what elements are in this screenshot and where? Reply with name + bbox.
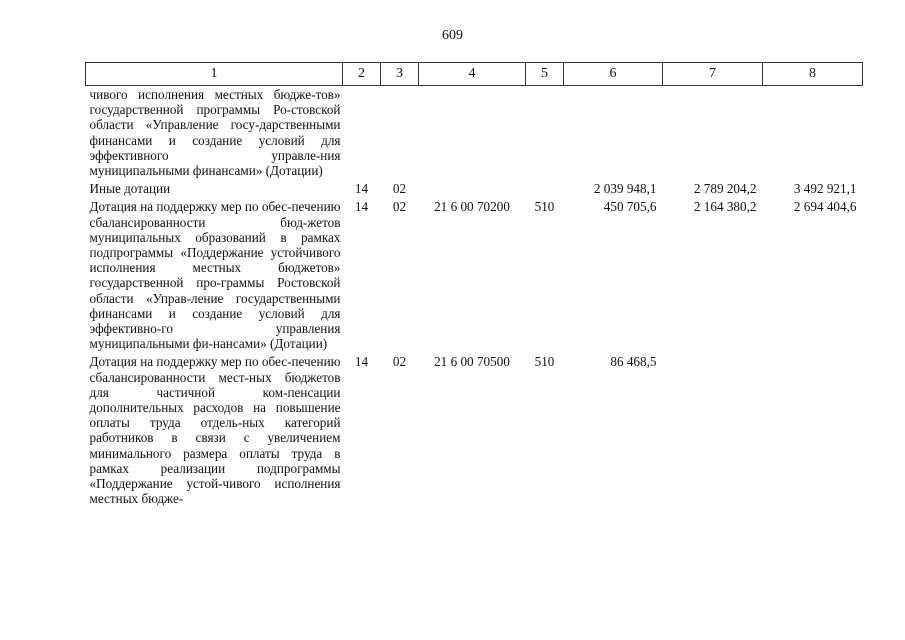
row-amount-col7 [663,86,763,179]
table-row [86,178,863,196]
row-amount-col8: 3 492 921,1 [793,181,857,197]
row-amount-col8 [763,86,863,179]
row-subsection: 02 [392,181,407,197]
row-target-article [419,86,526,179]
column-header-2: 2 [343,63,381,86]
row-expense-type [526,178,564,196]
row-section: 14 [354,354,369,370]
table-row [86,86,863,179]
row-section: 14 [354,181,369,197]
row-amount-col7: 2 164 380,2 [693,199,757,215]
row-subsection [381,86,419,179]
row-expense-type: 510 [534,354,555,370]
row-amount-col8 [763,351,863,506]
row-description: Дотация на поддержку мер по обес-печению сбалансированности бюд-жетов муниципальных образований в рамках подпрограммы «Поддержание устойчивого исполнения местных бюджетов» государственной про-граммы Ростовской области «Управ-ление государственными финансами и создание условий для эффективно-го управления муниципальными фи-нансами» (Дотации) [89,199,341,352]
page-number: 609 [442,28,463,43]
row-amount-col6: 86 468,5 [610,354,657,370]
header-row [86,63,863,86]
table-row [86,196,863,351]
row-target-article: 21 6 00 70200 [434,199,510,215]
column-header-8: 8 [763,63,863,86]
row-subsection: 02 [392,354,407,370]
column-header-3: 3 [381,63,419,86]
row-description: Иные дотации [89,181,171,197]
row-subsection: 02 [392,199,407,215]
row-target-article [419,178,526,196]
budget-table [85,62,863,506]
row-amount-col7 [663,351,763,506]
column-header-5: 5 [526,63,564,86]
column-header-4: 4 [419,63,526,86]
row-description: чивого исполнения местных бюдже-тов» государственной программы Ро-стовской области «Управление госу-дарственными финансами и создание условий для эффективного управле-ния муниципальными финансами» (Дотации) [89,87,341,179]
row-amount-col6: 2 039 948,1 [593,181,657,197]
row-amount-col8: 2 694 404,6 [793,199,857,215]
table-row [86,351,863,506]
row-amount-col7: 2 789 204,2 [693,181,757,197]
row-section [343,86,381,179]
row-amount-col6: 450 705,6 [603,199,657,215]
column-header-6: 6 [564,63,663,86]
row-expense-type: 510 [534,199,555,215]
row-expense-type [526,86,564,179]
row-section: 14 [354,199,369,215]
column-header-7: 7 [663,63,763,86]
row-target-article: 21 6 00 70500 [434,354,510,370]
column-header-1: 1 [86,63,343,86]
row-description: Дотация на поддержку мер по обес-печению сбалансированности мест-ных бюджетов для частичной ком-пенсации дополнительных расходов на повышение оплаты труда отдель-ных категорий работников в связи с увеличением минимального размера оплаты труда в рамках реализации подпрограммы «Поддержание устой-чивого исполнения местных бюдже- [89,354,341,507]
row-amount-col6 [564,86,663,179]
